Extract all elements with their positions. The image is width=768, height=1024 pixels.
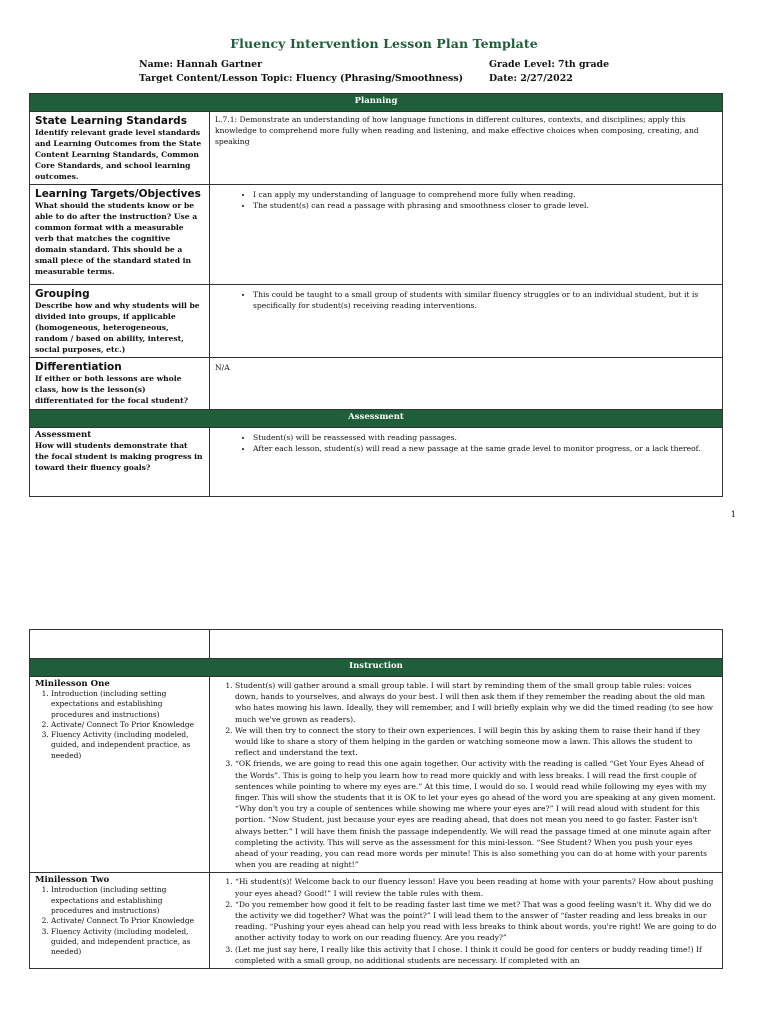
table-row <box>30 185 723 285</box>
list-item: 3. (Let me just say here, I really like this activity that I chose. I think it could be good for centers or buddy reading time!) If completed with a small group, no additional students are necessary. If completed with an <box>235 944 717 966</box>
planning-band: Planning <box>30 94 723 112</box>
row-label: Differentiation <box>35 361 122 373</box>
components-list <box>35 689 204 761</box>
table-row <box>30 873 723 969</box>
instruction-band: Instruction <box>30 659 723 677</box>
row-label: Assessment <box>35 430 92 440</box>
list-item: • I can apply my understanding of language to comprehend more fully when reading. <box>253 189 717 200</box>
list-item: 2. We will then try to connect the story to their own experiences. I will begin this by asking them to raise their hand if they would like to share a story of them helping in the garden or watching someone mow a lawn. This allows the student to reflect and understand the text. <box>235 725 717 759</box>
topic-field: Target Content/Lesson Topic: Fluency (Phrasing/Smoothness) <box>139 73 464 84</box>
objectives-list <box>215 189 717 211</box>
list-item: • After each lesson, student(s) will read a new passage at the same grade level to monitor progress, or a lack thereof. <box>253 443 717 454</box>
list-item: 3. “OK friends, we are going to read this one again together. Our activity with the reading is called “Get Your Eyes Ahead of the Words”. This is going to help you learn how to read more quickly and with less breaks. I will read the first couple of sentences while pointing to where my eyes are.” At this time, I would do so. I would read while following my eyes with my finger. This will show the students that it is OK to let your eyes go ahead of the word you are speaking at any given moment. “Why don't you try a couple of sentences while showing me where your eyes are?” I will read aloud with student for this portion. “Now Student, just because your eyes are reading ahead, that does not mean you need to go faster. Faster isn't always better.” I will have them finish the passage independently. We will read the passage timed at one minute again after completing the activity. This will serve as the assessment for this mini-lesson. “See Student? When you push your eyes ahead of your reading, you can read more words per minute! This is also something you can do at home with your parents when you are reading at night!” <box>235 758 717 870</box>
document-title: Fluency Intervention Lesson Plan Template <box>230 36 538 51</box>
row-description: Describe how and why students will be divided into groups, if applicable (homogeneous, heterogeneous, random / based on ability, interest, social purposes, etc.) <box>35 301 200 354</box>
row-description: Identify relevant grade level standards and Learning Outcomes from the State Content Learning Standards, Common Core Standards, and school learning outcomes. <box>35 128 202 181</box>
list-item: 1. Introduction (including setting expectations and establishing procedures and instructions) <box>51 885 204 916</box>
list-item: 2. Activate/ Connect To Prior Knowledge <box>51 720 204 730</box>
table-row <box>30 428 723 497</box>
page-number: 1 <box>730 510 736 520</box>
label-cell <box>30 112 210 185</box>
list-item: • The student(s) can read a passage with phrasing and smoothness closer to grade level. <box>253 200 717 211</box>
grade-field: Grade Level: 7th grade <box>489 59 610 70</box>
list-item: 1. Introduction (including setting expectations and establishing procedures and instructions) <box>51 689 204 720</box>
list-item: 2. Activate/ Connect To Prior Knowledge <box>51 916 204 926</box>
row-label: Learning Targets/Objectives <box>35 188 201 200</box>
assessment-band: Assessment <box>30 410 723 428</box>
row-description: If either or both lessons are whole class, how is the lesson(s) differentiated for the focal student? <box>35 374 189 405</box>
name-field: Name: Hannah Gartner <box>139 59 263 70</box>
list-item: • Student(s) will be reassessed with reading passages. <box>253 432 717 443</box>
list-item: 1. Student(s) will gather around a small group table. I will start by reminding them of the small group table rules: voices down, hands to yourselves, and always do your best. I will then ask them if they remember the reading about the old man who hates mowing his lawn. Ideally, they will remember, and I will briefly explain why we did the timed reading (to see how much we've grown as readers). <box>235 680 717 725</box>
assessment-list <box>215 432 717 454</box>
date-field: Date: 2/27/2022 <box>489 73 573 84</box>
list-item: • This could be taught to a small group of students with similar fluency struggles or to an individual student, but it is specifically for student(s) receiving reading interventions. <box>253 289 717 311</box>
list-item: 1. “Hi student(s)! Welcome back to our fluency lesson! Have you been reading at home with your parents? How about pushing your eyes ahead? Good!” I will review the table rules with them. <box>235 876 717 898</box>
steps-list <box>215 680 717 870</box>
list-item: 3. Fluency Activity (including modeled, guided, and independent practice, as needed) <box>51 730 204 761</box>
components-list <box>35 885 204 957</box>
table-row <box>30 677 723 873</box>
row-label: Grouping <box>35 288 90 300</box>
list-item: 3. Fluency Activity (including modeled, guided, and independent practice, as needed) <box>51 927 204 958</box>
differentiation-content: N/A <box>210 358 723 410</box>
table-row <box>30 112 723 185</box>
row-description: How will students demonstrate that the focal student is making progress in toward their fluency goals? <box>35 441 203 472</box>
table-row <box>30 358 723 410</box>
steps-list <box>215 876 717 966</box>
lesson-label: Minilesson One <box>35 679 110 689</box>
table-row <box>30 285 723 358</box>
row-label: State Learning Standards <box>35 115 187 127</box>
planning-table <box>29 93 723 497</box>
row-description: What should the students know or be able to do after the instruction? Use a common format with a measurable verb that matches the cognitive domain standard. This should be a small piece of the standard stated in measurable terms. <box>35 201 198 276</box>
instruction-table <box>29 629 723 969</box>
table-row <box>30 630 723 659</box>
grouping-list <box>215 289 717 311</box>
standards-content: L.7.1: Demonstrate an understanding of how language functions in different cultures, contexts, and disciplines; apply this knowledge to comprehend more fully when reading and listening, and make effective choices when composing, creating, and speaking <box>210 112 723 185</box>
list-item: 2. “Do you remember how good it felt to be reading faster last time we met? That was a good feeling wasn't it. Why did we do the activity we did together? What was the point?” I will lead them to the answer of “faster reading and less breaks in our reading. “Pushing your eyes ahead can help you read with less breaks to think about words, you're right! We are going to do another activity today to work on our reading fluency. Are you ready?” <box>235 899 717 944</box>
lesson-label: Minilesson Two <box>35 875 110 886</box>
